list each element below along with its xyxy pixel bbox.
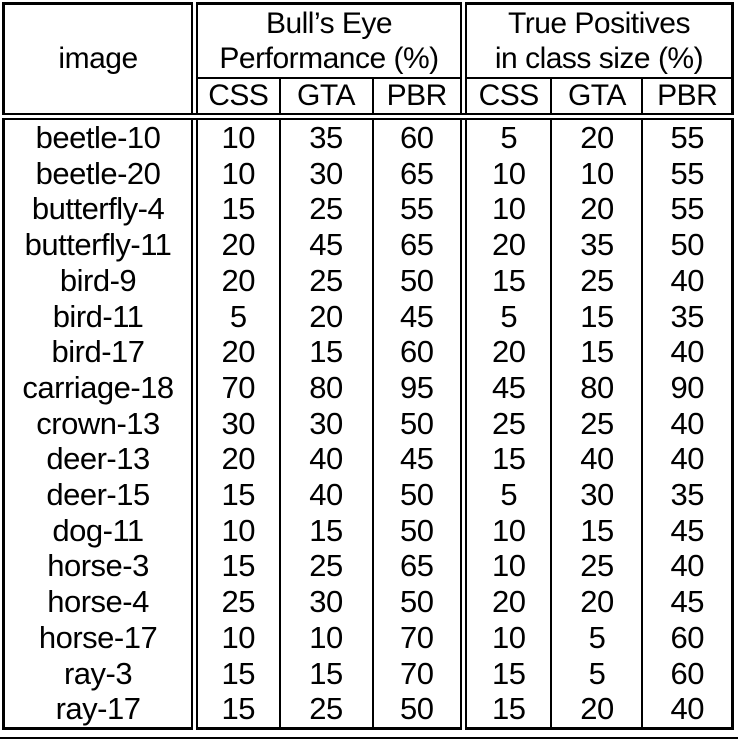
image-name-cell: bird-17 — [51, 334, 145, 370]
value-cell: 25 — [195, 584, 280, 620]
value-cell: 50 — [373, 513, 464, 549]
value-cell: 10 — [464, 620, 552, 656]
value-cell: 35 — [280, 117, 373, 156]
value-cell: 10 — [195, 620, 280, 656]
value-cell: 60 — [373, 334, 464, 370]
value-cell: 50 — [373, 691, 464, 728]
value-cell: 40 — [642, 406, 732, 442]
value-cell: 15 — [195, 477, 280, 513]
value-cell: 15 — [195, 548, 280, 584]
value-cell: 60 — [373, 117, 464, 156]
value-cell: 20 — [195, 263, 280, 299]
value-cell: 30 — [551, 477, 642, 513]
value-cell: 20 — [464, 334, 552, 370]
value-cell: 5 — [464, 299, 552, 335]
value-cell: 55 — [642, 156, 732, 192]
value-cell: 50 — [642, 227, 732, 263]
table-row — [4, 656, 733, 692]
table-row — [4, 691, 733, 728]
image-name-cell: ray-17 — [55, 691, 141, 727]
value-cell: 30 — [280, 406, 373, 442]
value-cell: 30 — [195, 406, 280, 442]
value-cell: 45 — [373, 299, 464, 335]
value-cell: 50 — [373, 263, 464, 299]
value-cell: 80 — [551, 370, 642, 406]
image-name-cell: deer-15 — [46, 477, 150, 513]
value-cell: 25 — [280, 263, 373, 299]
table-row — [4, 117, 733, 156]
value-cell: 10 — [280, 620, 373, 656]
header-group-bulls-eye — [195, 4, 464, 79]
value-cell: 55 — [642, 191, 732, 227]
image-name-cell: ray-3 — [63, 655, 133, 691]
image-name-cell: butterfly-4 — [31, 191, 165, 227]
image-name-cell: bird-11 — [52, 298, 144, 334]
value-cell: 25 — [280, 191, 373, 227]
image-name-cell: carriage-18 — [22, 369, 174, 405]
value-cell: 40 — [280, 477, 373, 513]
value-cell: 50 — [373, 584, 464, 620]
value-cell: 35 — [642, 299, 732, 335]
value-cell: 65 — [373, 156, 464, 192]
image-name-cell: beetle-20 — [35, 155, 161, 191]
value-cell: 5 — [195, 299, 280, 335]
table-row — [4, 441, 733, 477]
subheader-true-positives-gta: GTA — [551, 78, 642, 117]
subheader-bulls-eye-pbr: PBR — [373, 78, 464, 117]
table-row — [4, 156, 733, 192]
value-cell: 15 — [464, 441, 552, 477]
value-cell: 45 — [373, 441, 464, 477]
value-cell: 15 — [195, 191, 280, 227]
value-cell: 55 — [642, 117, 732, 156]
value-cell: 10 — [195, 117, 280, 156]
value-cell: 10 — [464, 156, 552, 192]
value-cell: 20 — [551, 691, 642, 728]
value-cell: 5 — [464, 477, 552, 513]
value-cell: 80 — [280, 370, 373, 406]
results-table — [2, 2, 734, 730]
value-cell: 65 — [373, 548, 464, 584]
header-image-column: image — [4, 4, 195, 117]
value-cell: 15 — [464, 263, 552, 299]
value-cell: 70 — [373, 656, 464, 692]
table-row — [4, 477, 733, 513]
value-cell: 40 — [642, 263, 732, 299]
value-cell: 15 — [551, 513, 642, 549]
header-group-true-positives-line1: True Positives — [508, 7, 690, 40]
table-row — [4, 620, 733, 656]
value-cell: 95 — [373, 370, 464, 406]
value-cell: 5 — [464, 117, 552, 156]
value-cell: 40 — [280, 441, 373, 477]
value-cell: 20 — [464, 584, 552, 620]
value-cell: 25 — [551, 406, 642, 442]
value-cell: 45 — [464, 370, 552, 406]
value-cell: 25 — [551, 548, 642, 584]
value-cell: 15 — [464, 691, 552, 728]
value-cell: 70 — [195, 370, 280, 406]
table-row — [4, 584, 733, 620]
value-cell: 15 — [195, 691, 280, 728]
header-group-bulls-eye-line2: Performance (%) — [219, 42, 439, 75]
table-row — [4, 548, 733, 584]
value-cell: 10 — [551, 156, 642, 192]
value-cell: 15 — [551, 299, 642, 335]
header-group-true-positives-line2: in class size (%) — [494, 42, 704, 75]
table-body — [4, 117, 733, 729]
value-cell: 15 — [280, 513, 373, 549]
value-cell: 15 — [551, 334, 642, 370]
value-cell: 10 — [464, 513, 552, 549]
value-cell: 10 — [195, 513, 280, 549]
header-group-bulls-eye-line1: Bull’s Eye — [265, 7, 393, 40]
value-cell: 45 — [642, 584, 732, 620]
table-row — [4, 334, 733, 370]
image-name-cell: horse-17 — [38, 619, 158, 655]
table-row — [4, 370, 733, 406]
value-cell: 50 — [373, 477, 464, 513]
value-cell: 20 — [280, 299, 373, 335]
value-cell: 45 — [280, 227, 373, 263]
value-cell: 20 — [551, 117, 642, 156]
value-cell: 20 — [195, 227, 280, 263]
table-row — [4, 513, 733, 549]
value-cell: 30 — [280, 584, 373, 620]
value-cell: 15 — [280, 656, 373, 692]
table-row — [4, 191, 733, 227]
value-cell: 15 — [464, 656, 552, 692]
value-cell: 45 — [642, 513, 732, 549]
value-cell: 40 — [642, 334, 732, 370]
image-name-cell: beetle-10 — [35, 120, 161, 155]
value-cell: 55 — [373, 191, 464, 227]
value-cell: 10 — [464, 191, 552, 227]
value-cell: 20 — [195, 334, 280, 370]
subheader-true-positives-css: CSS — [464, 78, 552, 117]
value-cell: 70 — [373, 620, 464, 656]
value-cell: 20 — [551, 584, 642, 620]
value-cell: 60 — [642, 656, 732, 692]
subheader-true-positives-pbr: PBR — [642, 78, 732, 117]
value-cell: 90 — [642, 370, 732, 406]
value-cell: 40 — [642, 691, 732, 728]
group-header-row — [4, 4, 733, 79]
value-cell: 25 — [280, 691, 373, 728]
value-cell: 15 — [280, 334, 373, 370]
value-cell: 30 — [280, 156, 373, 192]
table-header — [4, 4, 733, 117]
table-row — [4, 227, 733, 263]
value-cell: 10 — [195, 156, 280, 192]
table-row — [4, 406, 733, 442]
value-cell: 60 — [642, 620, 732, 656]
image-name-cell: butterfly-11 — [24, 227, 172, 263]
value-cell: 35 — [642, 477, 732, 513]
image-name-cell: bird-9 — [59, 262, 137, 298]
image-name-cell: dog-11 — [52, 512, 144, 548]
table-row — [4, 263, 733, 299]
image-name-cell: horse-4 — [47, 584, 149, 620]
image-name-cell: horse-3 — [47, 548, 149, 584]
header-group-true-positives — [464, 4, 733, 79]
value-cell: 5 — [551, 656, 642, 692]
image-name-cell: deer-13 — [46, 441, 150, 477]
image-name-cell: crown-13 — [36, 405, 160, 441]
value-cell: 40 — [642, 548, 732, 584]
value-cell: 25 — [280, 548, 373, 584]
value-cell: 50 — [373, 406, 464, 442]
value-cell: 10 — [464, 548, 552, 584]
value-cell: 25 — [551, 263, 642, 299]
value-cell: 5 — [551, 620, 642, 656]
value-cell: 20 — [464, 227, 552, 263]
value-cell: 40 — [551, 441, 642, 477]
subheader-bulls-eye-gta: GTA — [280, 78, 373, 117]
subheader-bulls-eye-css: CSS — [195, 78, 280, 117]
value-cell: 40 — [642, 441, 732, 477]
value-cell: 25 — [464, 406, 552, 442]
bottom-rule — [0, 737, 738, 739]
value-cell: 20 — [551, 191, 642, 227]
value-cell: 65 — [373, 227, 464, 263]
value-cell: 15 — [195, 656, 280, 692]
table-row — [4, 299, 733, 335]
value-cell: 20 — [195, 441, 280, 477]
value-cell: 35 — [551, 227, 642, 263]
